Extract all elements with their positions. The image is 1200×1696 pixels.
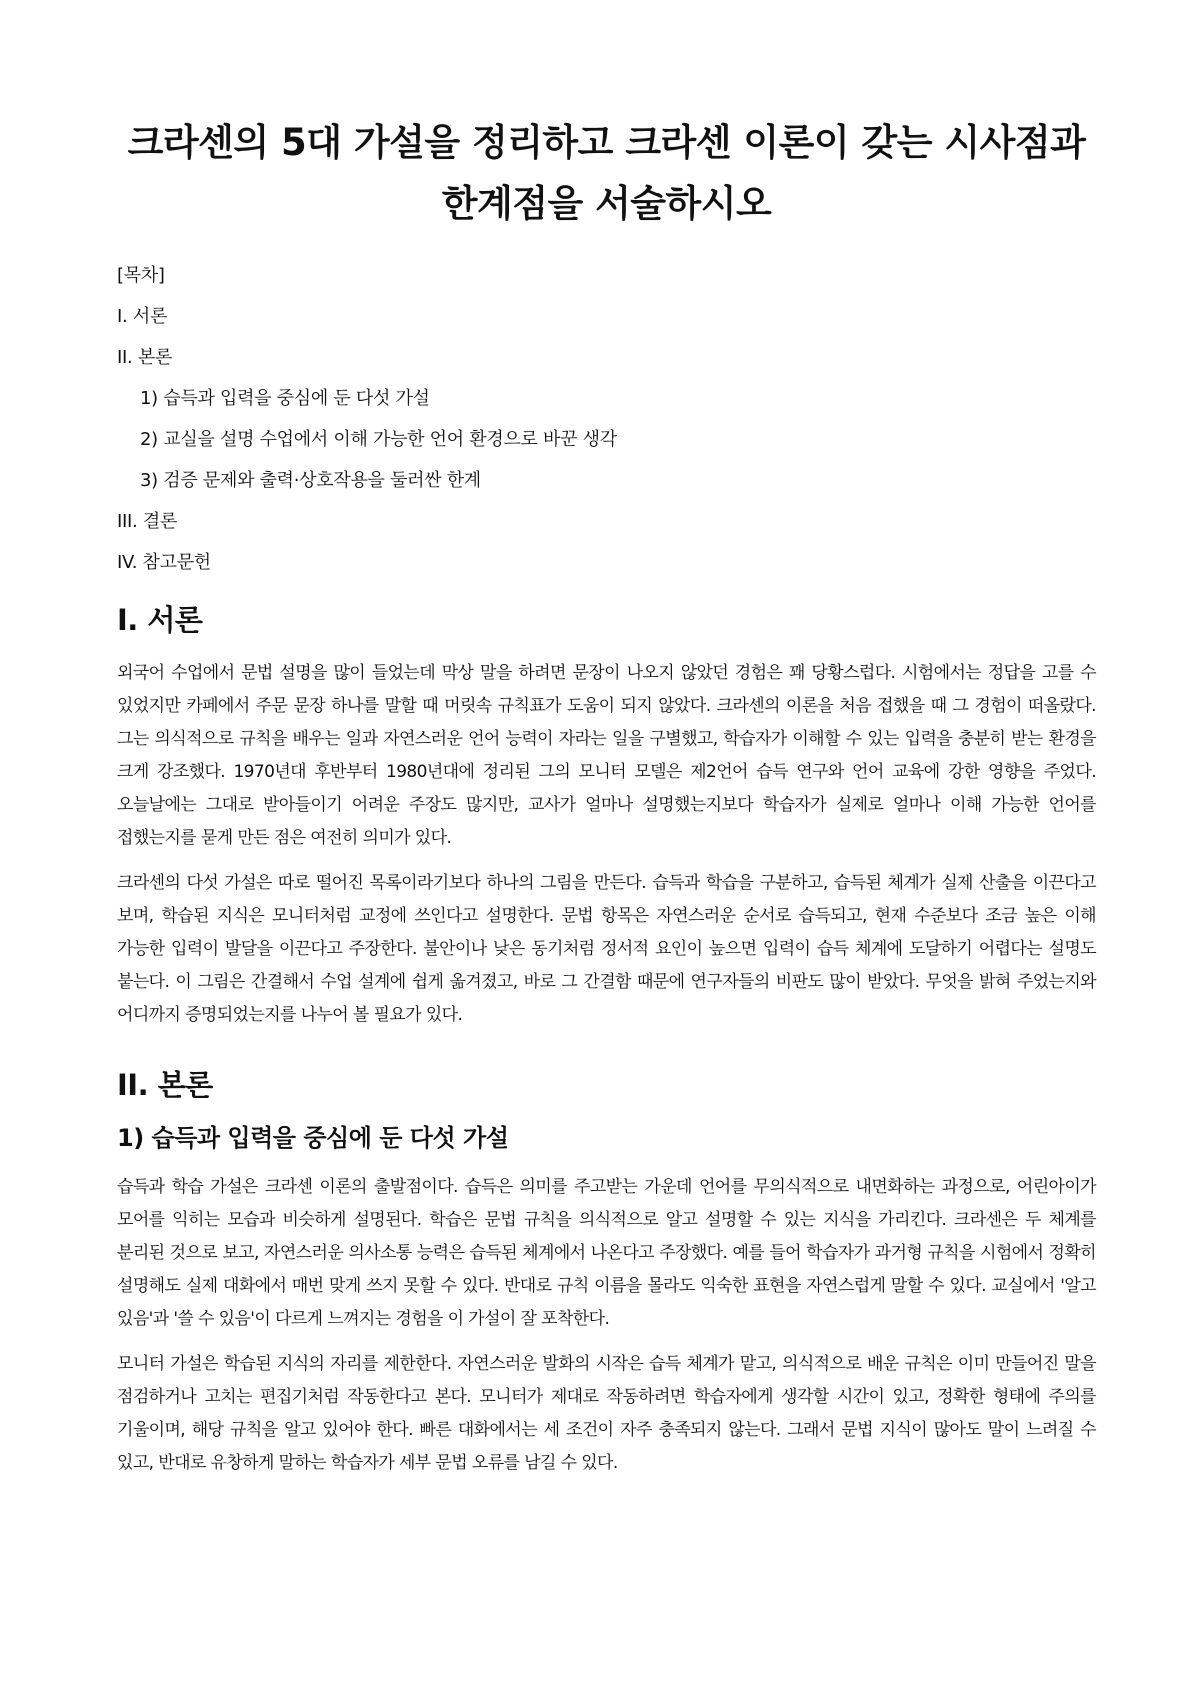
toc-item-body-3: 3) 검증 문제와 출력·상호작용을 둘러싼 한계	[140, 470, 481, 491]
toc-item-conclusion: III. 결론	[117, 511, 178, 532]
table-of-contents	[117, 264, 1096, 575]
intro-heading: I. 서론	[117, 603, 203, 637]
intro-section	[117, 601, 1096, 1032]
toc-item-body-1: 1) 습득과 입력을 중심에 둔 다섯 가설	[140, 388, 430, 409]
body-section	[117, 1066, 1096, 1480]
body-subsection-heading: 1) 습득과 입력을 중심에 둔 다섯 가설	[117, 1124, 509, 1152]
body-paragraph: 모니터 가설은 학습된 지식의 자리를 제한한다. 자연스러운 발화의 시작은 습득 체계가 맡고, 의식적으로 배운 규칙은 이미 만들어진 말을 점검하거나 고치는 편집기처럼 작동한다고 본다. 모니터가 제대로 작동하려면 학습자에게 생각할 시간이 있고, 정확한 형태에 주의를 기울이며, 해당 규칙을 알고 있어야 한다. 빠른 대화에서는 세 조건이 자주 충족되지 않는다. 그래서 문법 지식이 많아도 말이 느려질 수 있고, 반대로 유창하게 말하는 학습자가 세부 문법 오류를 남길 수 있다.	[117, 1354, 1096, 1473]
toc-heading: [목차]	[117, 265, 165, 286]
body-paragraph: 습득과 학습 가설은 크라센 이론의 출발점이다. 습득은 의미를 주고받는 가운데 언어를 무의식적으로 내면화하는 과정으로, 어린아이가 모어를 익히는 모습과 비슷하게 설명된다. 학습은 문법 규칙을 의식적으로 알고 설명할 수 있는 지식을 가리킨다. 크라센은 두 체계를 분리된 것으로 보고, 자연스러운 의사소통 능력은 습득된 체계에서 나온다고 주장했다. 예를 들어 학습자가 과거형 규칙을 시험에서 정확히 설명해도 실제 대화에서 매번 맞게 쓰지 못할 수 있다. 반대로 규칙 이름을 몰라도 익숙한 표현을 자연스럽게 말할 수 있다. 교실에서 '알고 있음'과 '쓸 수 있음'이 다르게 느껴지는 경험을 이 가설이 잘 포착한다.	[117, 1177, 1096, 1329]
toc-item-body: II. 본론	[117, 347, 173, 368]
toc-item-references: IV. 참고문헌	[117, 552, 211, 573]
toc-item-intro: I. 서론	[117, 306, 168, 327]
document-title: 크라센의 5대 가설을 정리하고 크라센 이론이 갖는 시사점과 한계점을 서술하시오	[127, 121, 1086, 225]
toc-item-body-2: 2) 교실을 설명 수업에서 이해 가능한 언어 환경으로 바꾼 생각	[140, 429, 617, 450]
intro-paragraph: 외국어 수업에서 문법 설명을 많이 들었는데 막상 말을 하려면 문장이 나오지 않았던 경험은 꽤 당황스럽다. 시험에서는 정답을 고를 수 있었지만 카페에서 주문 문장 하나를 말할 때 머릿속 규칙표가 도움이 되지 않았다. 크라센의 이론을 처음 접했을 때 그 경험이 떠올랐다. 그는 의식적으로 규칙을 배우는 일과 자연스러운 언어 능력이 자라는 일을 구별했고, 학습자가 이해할 수 있는 입력을 충분히 받는 환경을 크게 강조했다. 1970년대 후반부터 1980년대에 정리된 그의 모니터 모델은 제2언어 습득 연구와 언어 교육에 강한 영향을 주었다. 오늘날에는 그대로 받아들이기 어려운 주장도 많지만, 교사가 얼마나 설명했는지보다 학습자가 실제로 얼마나 이해 가능한 언어를 접했는지를 묻게 만든 점은 여전히 의미가 있다.	[117, 663, 1096, 848]
intro-paragraph: 크라센의 다섯 가설은 따로 떨어진 목록이라기보다 하나의 그림을 만든다. 습득과 학습을 구분하고, 습득된 체계가 실제 산출을 이끈다고 보며, 학습된 지식은 모니터처럼 교정에 쓰인다고 설명한다. 문법 항목은 자연스러운 순서로 습득되고, 현재 수준보다 조금 높은 이해 가능한 입력이 발달을 이끈다고 주장한다. 불안이나 낮은 동기처럼 정서적 요인이 높으면 입력이 습득 체계에 도달하기 어렵다는 설명도 붙는다. 이 그림은 간결해서 수업 설계에 쉽게 옮겨졌고, 바로 그 간결함 때문에 연구자들의 비판도 많이 받았다. 무엇을 밝혀 주었는지와 어디까지 증명되었는지를 나누어 볼 필요가 있다.	[117, 873, 1096, 1025]
body-heading: II. 본론	[117, 1068, 213, 1102]
